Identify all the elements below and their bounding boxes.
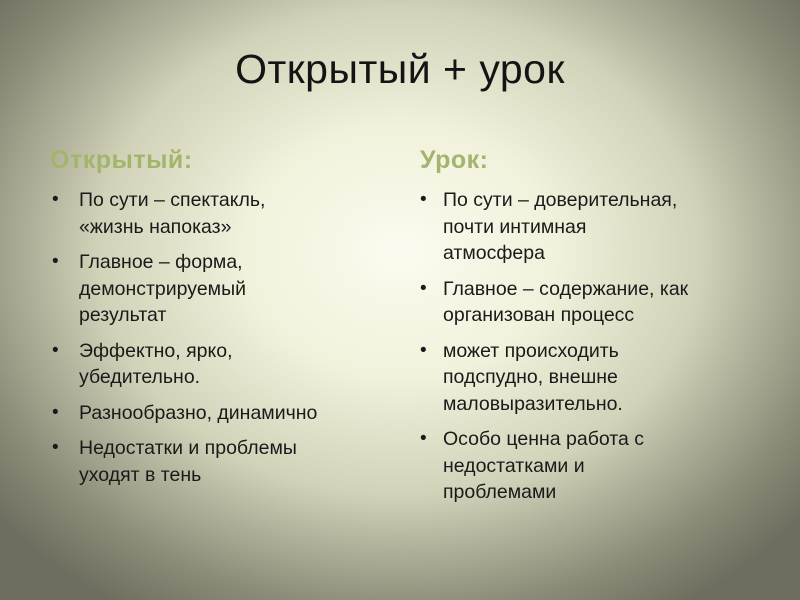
left-column [50,146,390,497]
item-line: демонстрируемый [79,277,246,300]
bullet-item [50,338,390,391]
item-line: По сути – доверительная, [443,189,678,211]
bullet-icon: • [420,428,427,449]
item-line: подспудно, внешне [443,366,618,388]
right-column [418,146,768,515]
bullet-icon: • [52,339,59,361]
bullet-item [50,435,390,488]
bullet-icon: • [52,401,59,423]
bullet-icon: • [420,277,427,299]
item-line: уходят в тень [79,463,202,486]
item-line: результат [79,304,167,326]
bullet-icon: • [52,189,59,210]
item-line: организован процесс [443,304,635,326]
left-column-heading: Открытый: [50,146,193,174]
item-line: Недостатки и проблемы [79,437,297,459]
bullet-icon: • [420,189,427,210]
item-line: может происходить [443,339,619,362]
bullet-item [418,338,768,418]
right-column-heading: Урок: [420,146,489,174]
item-line: маловыразительно. [443,392,623,415]
item-line: атмосфера [443,242,545,264]
bullet-item [418,187,768,267]
slide-title: Открытый + урок [235,46,565,92]
bullet-icon: • [52,437,59,458]
bullet-icon: • [420,339,427,361]
bullet-item [418,426,768,506]
item-line: почти интимная [443,215,587,238]
bullet-icon: • [52,251,59,272]
item-line: убедительно. [79,366,201,388]
item-line: Эффектно, ярко, [79,339,233,362]
right-bullet-list [418,187,768,506]
item-line: По сути – спектакль, [79,189,266,211]
item-line: проблемами [443,481,557,503]
item-line: недостатками и [443,454,585,477]
item-line: Главное – форма, [79,251,243,273]
item-line: Разнообразно, динамично [79,401,318,424]
item-line: Особо ценна работа с [443,428,645,450]
item-line: Главное – содержание, как [443,277,689,300]
bullet-item [418,276,768,329]
left-bullet-list [50,187,390,488]
bullet-item [50,249,390,329]
item-line: «жизнь напоказ» [79,215,232,238]
bullet-item [50,400,390,427]
bullet-item [50,187,390,240]
